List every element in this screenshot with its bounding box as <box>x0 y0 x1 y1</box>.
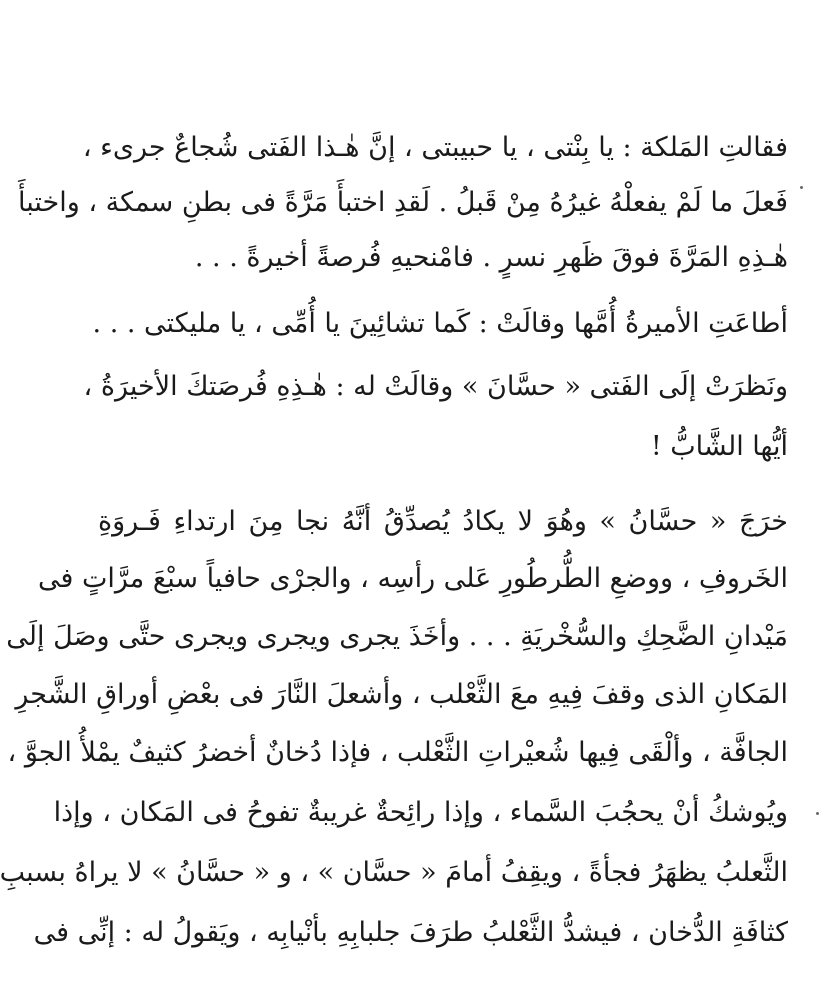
text-line: فَعلَ ما لَمْ يفعلْهُ غيرُهُ مِنْ قَبلُ . لَقدِ اختبأَ مَرَّةً فى بطنِ سمكة ، واختبأَ <box>17 187 788 218</box>
text-line: أطاعَتِ الأميرةُ أُمَّها وقالَتْ : كَما تشائِينَ يا أُمِّى ، يا مليكتى . . . <box>92 308 788 339</box>
text-line: ويُوشكُ أنْ يحجُبَ السَّماء ، وإذا رائِحةٌ غريبةٌ تفوحُ فى المَكان ، وإذا <box>53 797 788 828</box>
text-line: خرَجَ « حسَّانُ » وهُوَ لا يكادُ يُصدِّقُ أنَّهُ نجا مِنَ ارتداءِ فَـروَةِ <box>98 506 788 537</box>
text-line: الثَّعلبُ يظهَرُ فجأةً ، ويقِفُ أمامَ « حسَّان » ، و « حسَّانُ » لا يراهُ بسببِ <box>0 857 788 888</box>
text-line: الخَروفِ ، ووضعِ الطُّرطُورِ عَلى رأسِه ، والجرْى حافياً سبْعَ مرَّاتٍ فى <box>38 563 788 594</box>
text-line: ونَظرَتْ إلَى الفَتى « حسَّانَ » وقالَتْ له : هٰـذِهِ فُرصَتكَ الأخيرَةُ ، <box>83 371 788 402</box>
text-line: أيُّها الشَّابُّ ! <box>650 431 788 462</box>
text-line: فقالتِ المَلكة : يا بِنْتى ، يا حبيبتى ، إنَّ هٰـذا الفَتى شُجاعٌ جرىء ، <box>82 132 788 163</box>
text-line: المَكانِ الذى وقفَ فِيهِ معَ الثَّعْلب ، وأشعلَ النَّارَ فى بعْضِ أوراقِ الشَّجرِ <box>15 679 788 710</box>
text-line: كثافَةِ الدُّخان ، فيشدُّ الثَّعْلبُ طرَفَ جلبابِهِ بأنْيابِه ، ويَقولُ له : إنِّى فى <box>33 917 788 948</box>
text-line: مَيْدانِ الضَّحِكِ والسُّخْريَةِ . . . وأخَذَ يجرى ويجرى ويجرى حتَّى وصَلَ إلَى <box>6 621 788 652</box>
scan-speck <box>800 186 803 189</box>
text-line: الجافَّة ، وألْقَى فِيها شُعيْراتِ الثَّعْلب ، فإذا دُخانٌ أخضرُ كثيفٌ يمْلأُ الجوَّ ، <box>7 737 788 768</box>
text-line: هٰـذِهِ المَرَّةَ فوقَ ظَهرِ نسرٍ . فامْنحيهِ فُرصةً أخيرةً . . . <box>194 242 788 273</box>
scan-speck <box>816 812 819 815</box>
